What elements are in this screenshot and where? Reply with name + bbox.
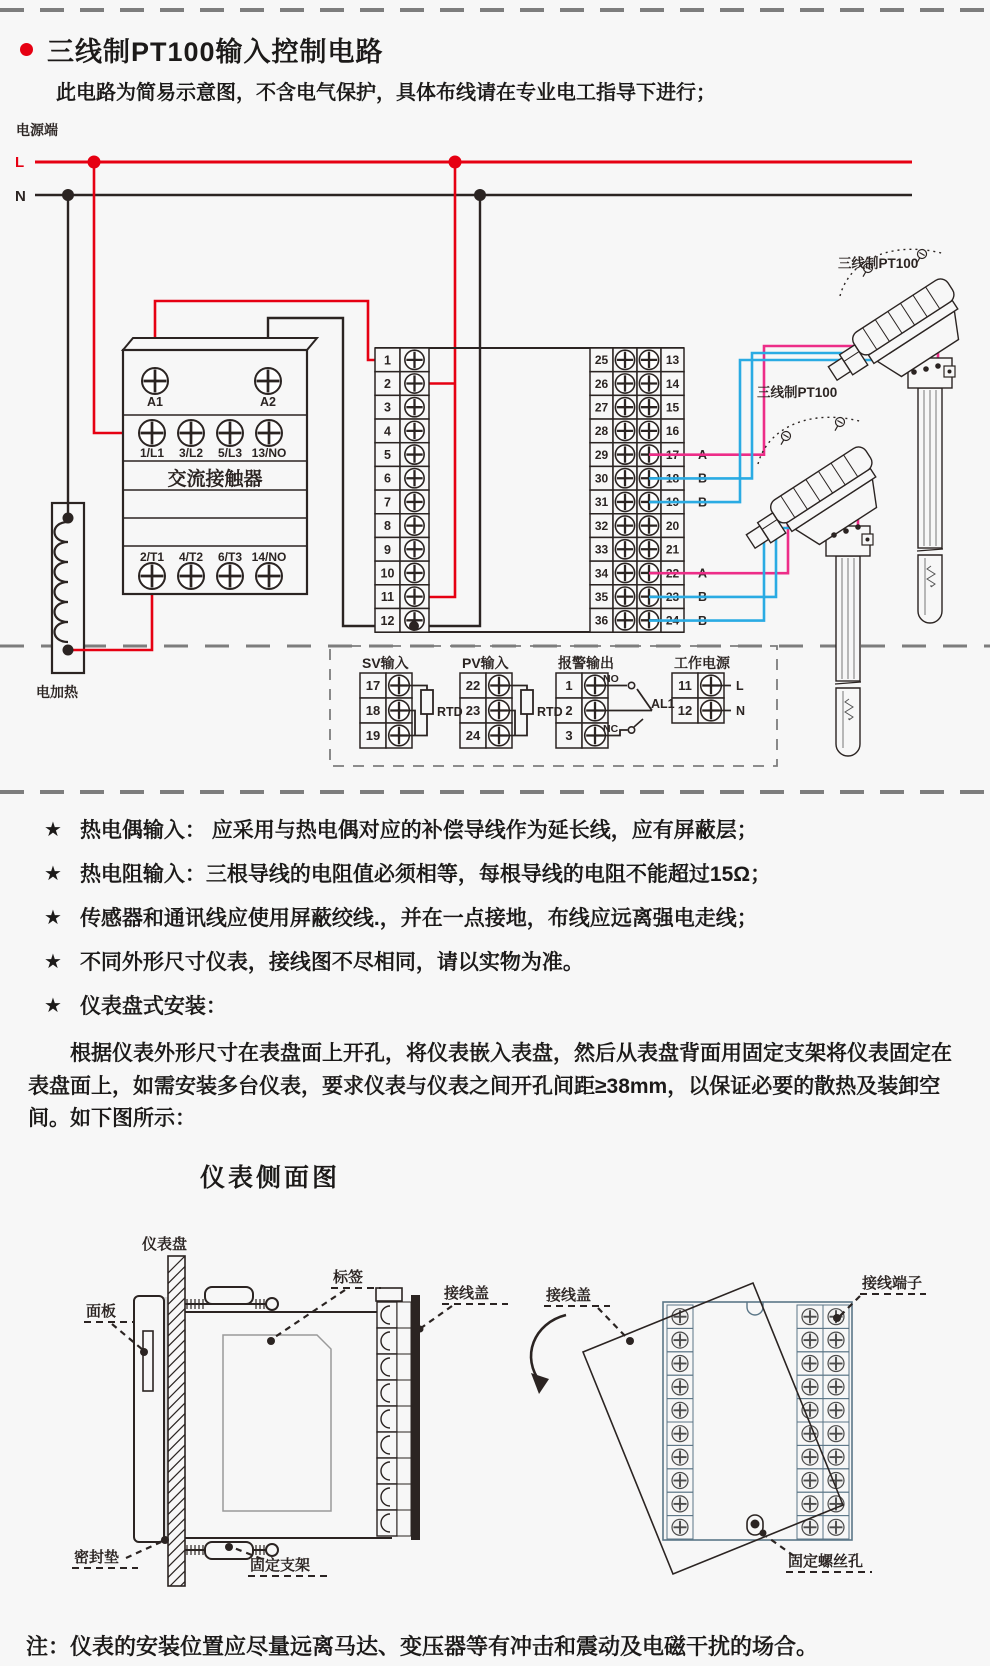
- legend-l-label: L: [736, 679, 744, 693]
- note-text: 不同外形尺寸仪表，接线图不尽相同，请以实物为准。: [79, 951, 584, 974]
- contactor-terminal-label: 14/NO: [251, 550, 287, 564]
- wire-tag: B: [698, 613, 708, 628]
- top-bracket: [205, 1287, 253, 1304]
- panel-bar: [168, 1256, 185, 1586]
- figure-labels: [74, 1235, 922, 1574]
- wiring-diagram: [0, 118, 990, 790]
- note-text: 仪表盘式安装：: [79, 995, 227, 1018]
- divider-middle: [0, 790, 990, 794]
- terminal-number: 18: [665, 471, 680, 486]
- rotate-arrow: [531, 1315, 566, 1383]
- nc-label: NC: [603, 723, 619, 735]
- terminal-number: 22: [665, 566, 680, 581]
- terminal-number: 14: [665, 376, 680, 391]
- pt100-wire-b: [649, 353, 926, 478]
- rear-cover-label: 接线盖: [546, 1287, 592, 1304]
- terminal-number: 23: [665, 589, 680, 604]
- star-icon: ★: [44, 951, 62, 973]
- label-underlines: [72, 1288, 926, 1576]
- a2-label: A2: [260, 395, 276, 409]
- hole-label: 固定螺丝孔: [788, 1553, 864, 1570]
- no-label: NO: [603, 673, 619, 685]
- bracket-label: 固定支架: [250, 1557, 311, 1574]
- star-icon: ★: [44, 907, 62, 929]
- pt100-label: 三线制PT100: [757, 385, 838, 400]
- note-text: 热电偶输入： 应采用与热电偶对应的补偿导线作为延长线，应有屏蔽层；: [79, 819, 758, 842]
- rear-view-figure: [531, 1283, 852, 1574]
- note-item: [44, 992, 964, 1021]
- heater-label: 电加热: [36, 684, 78, 700]
- terminal-number: 19: [665, 495, 680, 510]
- n-label: N: [15, 188, 26, 205]
- al1-label: AL1: [651, 697, 675, 711]
- terminal-number: 7: [384, 495, 391, 510]
- terminal-number: 2: [384, 377, 391, 392]
- page-title: 三线制PT100输入控制电路: [47, 37, 384, 67]
- bottom-note: 注：仪表的安装位置应尽量远离马达、变压器等有冲击和震动及电磁干扰的场合。: [26, 1634, 819, 1659]
- wire-tags: [698, 448, 707, 628]
- note-item: [44, 948, 964, 977]
- terminal-number: 36: [594, 613, 609, 628]
- terminal-number: 15: [665, 400, 680, 415]
- legend-power-title: 工作电源: [674, 655, 730, 671]
- junction-dot: [63, 513, 74, 524]
- wire-tag: A: [698, 566, 708, 581]
- contactor-terminal-label: 3/L2: [178, 446, 204, 460]
- terminal-number: 13: [665, 353, 680, 368]
- terminal-number: 24: [665, 613, 680, 628]
- legend-pv-title: PV输入: [462, 655, 509, 671]
- terminal-number: 28: [594, 424, 609, 439]
- terminal-cover-cells: [377, 1302, 411, 1536]
- terminal-number: 23: [465, 703, 481, 719]
- terminal-number: 10: [380, 566, 395, 581]
- leader-dots: [140, 1314, 841, 1537]
- seal-label: 密封垫: [74, 1549, 120, 1566]
- leader-dot: [161, 1536, 169, 1544]
- label-area: [223, 1335, 331, 1511]
- terminal-number: 31: [594, 495, 609, 510]
- terminal-number: 30: [594, 471, 609, 486]
- wire-tag: B: [698, 471, 708, 486]
- rear-body: [663, 1302, 852, 1540]
- pt100-sensor: [739, 416, 895, 756]
- panel-label: 仪表盘: [142, 1236, 188, 1253]
- bracket-screw: [266, 1298, 278, 1310]
- side-view-title: 仪表侧面图: [200, 1165, 341, 1192]
- screw-hole-dot: [751, 1520, 760, 1529]
- terminal-number: 16: [665, 424, 680, 439]
- terminal-number: 19: [365, 728, 381, 744]
- terminal-number: 33: [594, 542, 609, 557]
- installation-figures: [0, 1195, 990, 1625]
- tag-label: 标签: [333, 1269, 364, 1286]
- contactor-terminal-label: 1/L1: [139, 446, 165, 460]
- note-item: [44, 816, 964, 845]
- junction-dot: [63, 645, 74, 656]
- junction-dot: [474, 189, 486, 201]
- terminal-number: 35: [594, 589, 609, 604]
- terminal-number: 27: [594, 400, 609, 415]
- terminal-number: 20: [665, 518, 680, 533]
- junction-dot: [88, 156, 101, 169]
- note-item: [44, 904, 964, 933]
- rtd-label: RTD: [437, 705, 463, 719]
- top-cap: [376, 1288, 402, 1301]
- top-notch: [747, 1302, 763, 1315]
- star-icon: ★: [44, 819, 62, 841]
- terminal-number: 1: [565, 678, 573, 694]
- terminal-number: 12: [677, 703, 693, 719]
- terminal-number: 8: [384, 519, 391, 534]
- notes-list: [44, 816, 964, 1036]
- terminal-number: 29: [594, 447, 609, 462]
- a1-label: A1: [147, 395, 163, 409]
- bracket-screw: [266, 1544, 278, 1556]
- right-terminal-strip: [590, 348, 684, 632]
- contactor-terminal-label: 13/NO: [251, 446, 287, 460]
- wire-tag: B: [698, 590, 708, 605]
- divider-top: [0, 8, 990, 12]
- wire-tag: B: [698, 495, 708, 510]
- junction-dot: [449, 156, 462, 169]
- bullet-dot-icon: [20, 43, 33, 56]
- install-paragraph: 根据仪表外形尺寸在表盘面上开孔，将仪表嵌入表盘，然后从表盘背面用固定支架将仪表固定在表盘面上，如需安装多台仪表，要求仪表与仪表之间开孔间距≥38mm，以保证必要的散热及装卸空间。如下图所示：: [28, 1042, 952, 1130]
- terminal-number: 22: [465, 678, 481, 694]
- note-text: 热电阻输入：三根导线的电阻值必须相等，每根导线的电阻不能超过15Ω；: [79, 863, 772, 886]
- terminal-number: 18: [365, 703, 381, 719]
- contactor-terminal-label: 2/T1: [139, 550, 165, 564]
- contactor-terminal-label: 5/L3: [217, 446, 243, 460]
- front-label: 面板: [86, 1303, 117, 1320]
- terminal-number: 4: [384, 424, 391, 439]
- terminal-number: 21: [665, 542, 680, 557]
- terminal-number: 34: [594, 566, 609, 581]
- terminal-number: 26: [594, 376, 609, 391]
- legend-alarm-title: 报警输出: [558, 655, 614, 671]
- terminal-number: 17: [665, 447, 680, 462]
- title-row: [20, 30, 384, 69]
- terminal-number: 17: [365, 678, 381, 694]
- rear-terminal-grid: [667, 1305, 849, 1539]
- ac-contactor: [123, 338, 317, 594]
- power-terminal-label: 电源端: [16, 122, 58, 138]
- pt100-label: 三线制PT100: [838, 256, 919, 271]
- terminal-number: 11: [380, 590, 395, 605]
- l-label: L: [15, 154, 25, 171]
- terminal-number: 1: [384, 353, 391, 368]
- terminal-label: 接线端子: [862, 1275, 923, 1292]
- junction-dot: [62, 189, 74, 201]
- terminal-number: 24: [465, 728, 481, 744]
- cover-label: 接线盖: [444, 1285, 490, 1302]
- contactor-terminal-label: 4/T2: [178, 550, 204, 564]
- terminal-number: 5: [384, 448, 391, 463]
- note-text: 传感器和通讯线应使用屏蔽绞线.，并在一点接地，布线应远离强电走线；: [79, 907, 758, 930]
- terminal-number: 3: [565, 728, 573, 744]
- rtd-label: RTD: [537, 705, 563, 719]
- page-subtitle: 此电路为简易示意图，不含电气保护，具体布线请在专业电工指导下进行；: [56, 82, 716, 104]
- junction-dot: [409, 621, 419, 631]
- left-terminal-strip: [375, 348, 429, 632]
- terminal-number: 6: [384, 471, 391, 486]
- star-icon: ★: [44, 863, 62, 885]
- leader-dot: [225, 1543, 233, 1551]
- star-icon: ★: [44, 995, 62, 1017]
- legend-n-label: N: [736, 704, 746, 718]
- terminal-number: 2: [565, 703, 573, 719]
- terminal-number: 12: [380, 613, 395, 628]
- contactor-terminal-label: 6/T3: [217, 550, 243, 564]
- legend-sv-title: SV输入: [362, 655, 409, 671]
- contactor-title: 交流接触器: [167, 469, 263, 490]
- pt100-wire-b: [649, 360, 914, 502]
- terminal-number: 9: [384, 542, 391, 557]
- terminal-number: 11: [678, 678, 692, 694]
- terminal-number: 32: [594, 518, 609, 533]
- terminal-number: 3: [384, 400, 391, 415]
- front-bezel: [134, 1296, 164, 1542]
- note-item: [44, 860, 964, 889]
- rotate-arrowhead-icon: [531, 1373, 549, 1394]
- terminal-number: 25: [594, 353, 609, 368]
- wire-tag: A: [698, 448, 708, 463]
